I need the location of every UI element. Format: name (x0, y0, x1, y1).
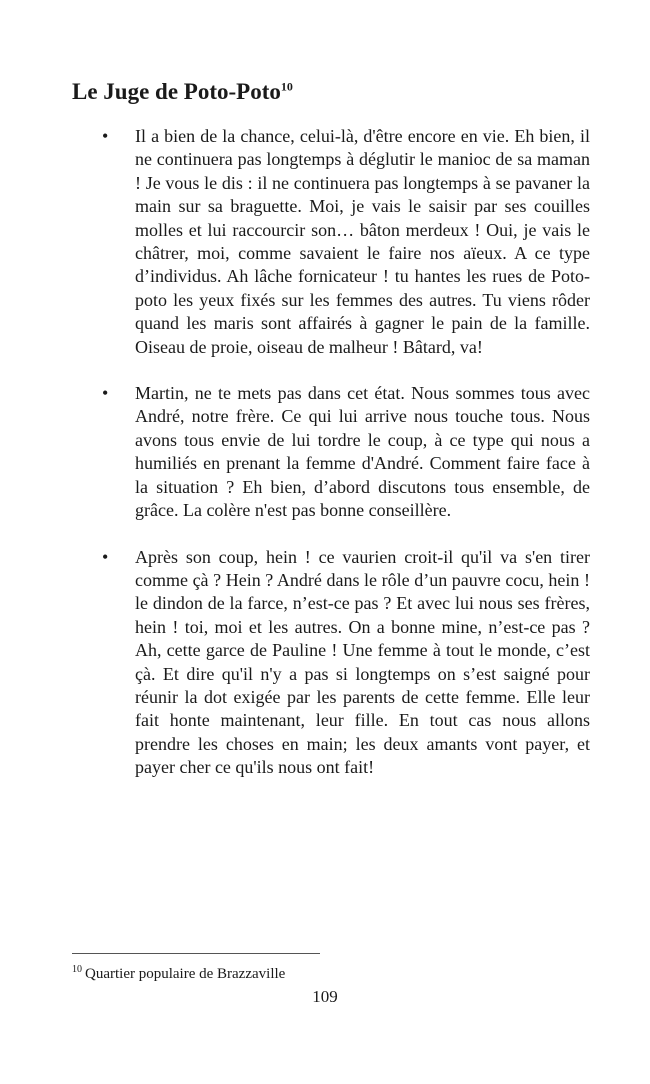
footnote-number: 10 (72, 964, 82, 975)
bullet-icon: • (102, 126, 109, 146)
dialogue-paragraph-2 (100, 382, 590, 522)
paragraph-text: Il a bien de la chance, celui-là, d'être encore en vie. Eh bien, il ne continuera pas longtemps à déglutir le manioc de sa maman ! Je vous le dis : il ne continuera pas longtemps à se pavaner la main sur sa braguette. Moi, je vais le saisir par ses couilles molles et lui raccourcir son… bâton merdeux ! Oui, je vais le châtrer, moi, comme savaient le faire nos aïeux. A ce type d’individus. Ah lâche fornicateur ! tu hantes les rues de Poto-poto les yeux fixés sur les femmes des autres. Tu viens rôder quand les maris sont affairés à gagner le pain de la famille. Oiseau de proie, oiseau de malheur ! Bâtard, va! (135, 126, 590, 357)
chapter-heading (72, 78, 293, 106)
footnote (72, 964, 285, 984)
footnote-divider (72, 953, 320, 954)
dialogue-list (100, 125, 590, 803)
footnote-reference: 10 (280, 79, 293, 94)
bullet-icon: • (102, 546, 109, 567)
page-number: 109 (312, 987, 338, 1006)
paragraph-text: Après son coup, hein ! ce vaurien croit-il qu'il va s'en tirer comme çà ? Hein ? André dans le rôle d’un pauvre cocu, hein ! le dindon de la farce, n’est-ce pas ? Et avec lui nous ses frères, hein ! toi, moi et les autres. On a bonne mine, n’est-ce pas ? Ah, cette garce de Pauline ! Une femme à tout le monde, c’est çà. Et dire qu'il n'y a pas si longtemps on s’est saigné pour réunir la dot exigée par les parents de cette femme. Elle leur fait honte maintenant, leur fille. En tout cas nous allons prendre les choses en main; les deux amants vont payer, et payer cher ce qu'ils nous ont fait! (135, 546, 590, 778)
bullet-icon: • (102, 383, 109, 404)
paragraph-text: Martin, ne te mets pas dans cet état. Nous sommes tous avec André, notre frère. Ce qui lui arrive nous touche tous. Nous avons tous envie de lui tordre le coup, à ce type qui nous a humiliés en prenant la femme d'André. Comment faire face à la situation ? Eh bien, d’abord discutons tous ensemble, de grâce. La colère n'est pas bonne conseillère. (135, 383, 590, 521)
footnote-text: Quartier populaire de Brazzaville (85, 966, 286, 982)
dialogue-paragraph-3 (100, 546, 590, 780)
chapter-title: Le Juge de Poto-Poto (72, 79, 281, 104)
dialogue-paragraph-1 (100, 125, 590, 359)
